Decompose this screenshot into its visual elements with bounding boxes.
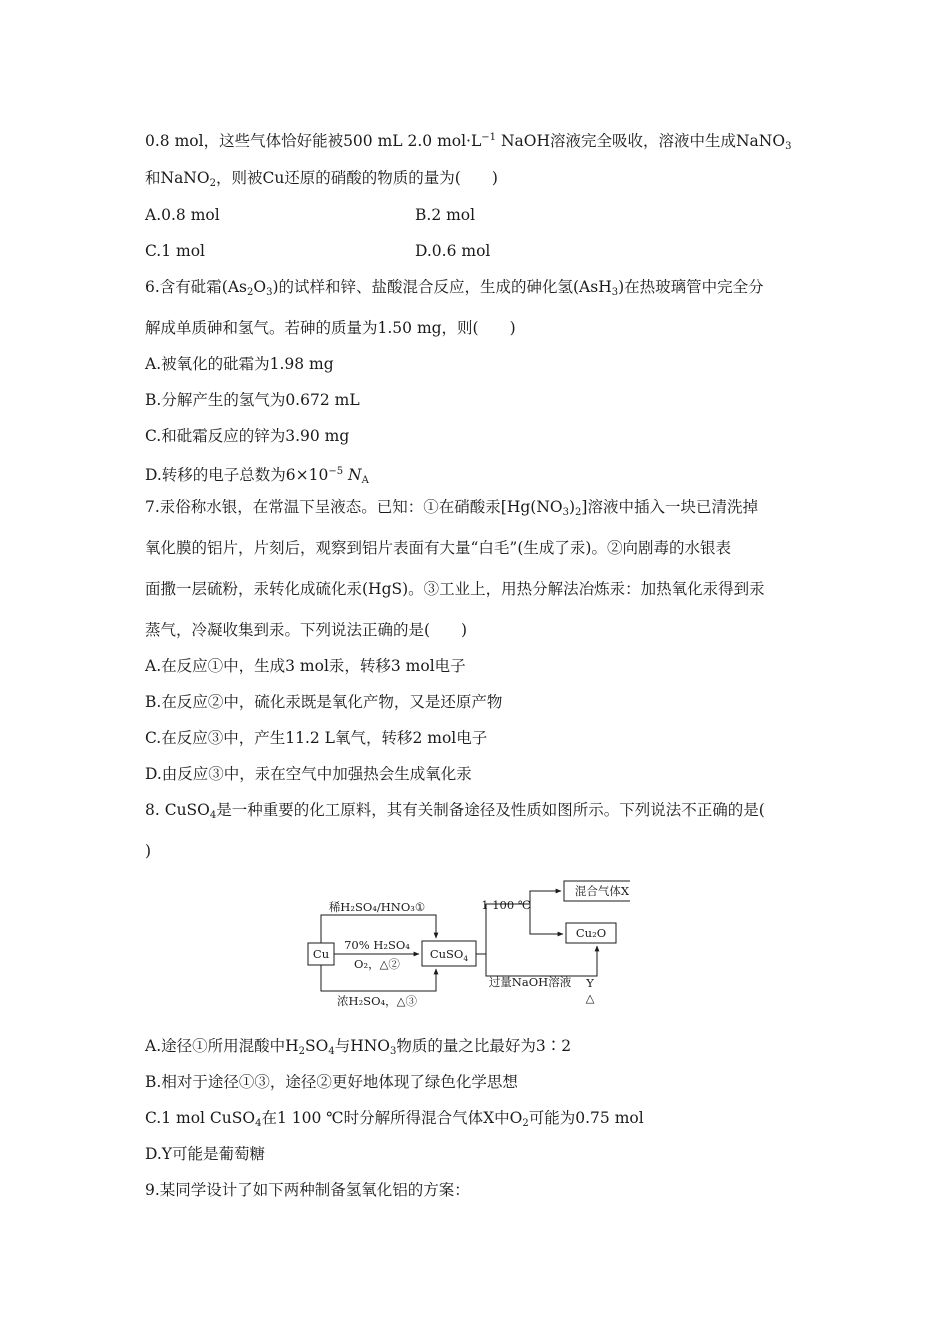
q6-option-c: C.和砒霜反应的锌为3.90 mg bbox=[145, 427, 350, 445]
gas-x-label: 混合气体X bbox=[574, 884, 630, 898]
q6-option-b: B.分解产生的氢气为0.672 mL bbox=[145, 391, 360, 409]
q6-option-a: A.被氧化的砒霜为1.98 mg bbox=[145, 355, 334, 373]
path-1-label: 稀H₂SO₄/HNO₃① bbox=[328, 900, 426, 914]
q7-stem-line-2: 氧化膜的铝片，片刻后，观察到铝片表面有大量“白毛”(生成了汞)。②向剧毒的水银表 bbox=[145, 539, 731, 557]
y-label: Y bbox=[586, 976, 594, 990]
q6-option-d: D.转移的电子总数为$6\times 10^{-5}$ $N_A$ bbox=[145, 466, 369, 486]
q8-stem-line-2: ) bbox=[145, 842, 152, 860]
q7-option-c: C.在反应③中，产生11.2 L氧气，转移2 mol电子 bbox=[145, 729, 488, 747]
q6-stem-line-2: 解成单质砷和氢气。若砷的质量为1.50 mg，则( ) bbox=[145, 319, 516, 337]
q7-option-b: B.在反应②中，硫化汞既是氧化产物，又是还原产物 bbox=[145, 693, 503, 711]
cuso4-label: CuSO$_4$ bbox=[429, 947, 469, 963]
q8-stem-line-1: 8. CuSO$_4$是一种重要的化工原料，其有关制备途径及性质如图所示。下列说法不正确的是( bbox=[145, 801, 765, 821]
q7-stem-line-1: 7.汞俗称水银，在常温下呈液态。已知：①在硝酸汞$[Hg(NO_3)_2]$溶液中插入一块已清洗掉 bbox=[145, 498, 758, 518]
q8-option-c: C.1 mol CuSO$_4$在1 100 ℃时分解所得混合气体X中$O_2$可能为0.75 mol bbox=[145, 1109, 644, 1129]
q8-option-b: B.相对于途径①③，途径②更好地体现了绿色化学思想 bbox=[145, 1073, 518, 1091]
path-3-label: 浓H₂SO₄，△③ bbox=[337, 994, 417, 1008]
cuso4-flow-diagram bbox=[300, 878, 630, 1010]
temperature-label: 1 100 ℃ bbox=[481, 898, 531, 912]
path-2-label-bottom: O₂，△② bbox=[354, 957, 400, 971]
heat-label: △ bbox=[585, 991, 595, 1005]
naoh-label: 过量NaOH溶液 bbox=[488, 975, 572, 989]
q5-stem-line-1: 0.8 mol，这些气体恰好能被500 mL 2.0 $mol\cdot L^{-1}$ NaOH溶液完全吸收，溶液中生成NaNO$_3$ bbox=[145, 132, 792, 152]
cu2o-label: Cu₂O bbox=[575, 926, 607, 940]
q8-option-a: A.途径①所用混酸中$H_2SO_4$与$HNO_3$物质的量之比最好为3∶2 bbox=[145, 1037, 572, 1057]
branch-naoh-to-cu2o bbox=[486, 946, 597, 976]
q7-stem-line-3: 面撒一层硫粉，汞转化成硫化汞(HgS)。③工业上，用热分解法冶炼汞：加热氧化汞得到汞 bbox=[145, 580, 765, 598]
cu-label: Cu bbox=[312, 947, 330, 961]
q6-stem-line-1: 6.含有砒霜$(As_2O_3)$的试样和锌、盐酸混合反应，生成的砷化氢(AsH$_3$)在热玻璃管中完全分 bbox=[145, 278, 764, 298]
q9-stem-line-1: 9.某同学设计了如下两种制备氢氧化铝的方案： bbox=[145, 1181, 470, 1199]
branch-to-gas-x bbox=[530, 891, 561, 904]
q8-option-d: D.Y可能是葡萄糖 bbox=[145, 1145, 266, 1163]
q7-option-d: D.由反应③中，汞在空气中加强热会生成氧化汞 bbox=[145, 765, 472, 783]
q5-stem-line-2: 和NaNO$_2$，则被Cu还原的硝酸的物质的量为( ) bbox=[145, 169, 498, 189]
q5-option-b: B.2 mol bbox=[415, 206, 476, 224]
q5-option-c: C.1 mol bbox=[145, 242, 206, 260]
q7-stem-line-4: 蒸气，冷凝收集到汞。下列说法正确的是( ) bbox=[145, 621, 468, 639]
q5-option-a: A.0.8 mol bbox=[145, 206, 220, 224]
branch-to-cu2o bbox=[530, 904, 563, 934]
q7-option-a: A.在反应①中，生成3 mol汞，转移3 mol电子 bbox=[145, 657, 466, 675]
q5-option-d: D.0.6 mol bbox=[415, 242, 491, 260]
path-2-label-top: 70% H₂SO₄ bbox=[344, 938, 410, 952]
